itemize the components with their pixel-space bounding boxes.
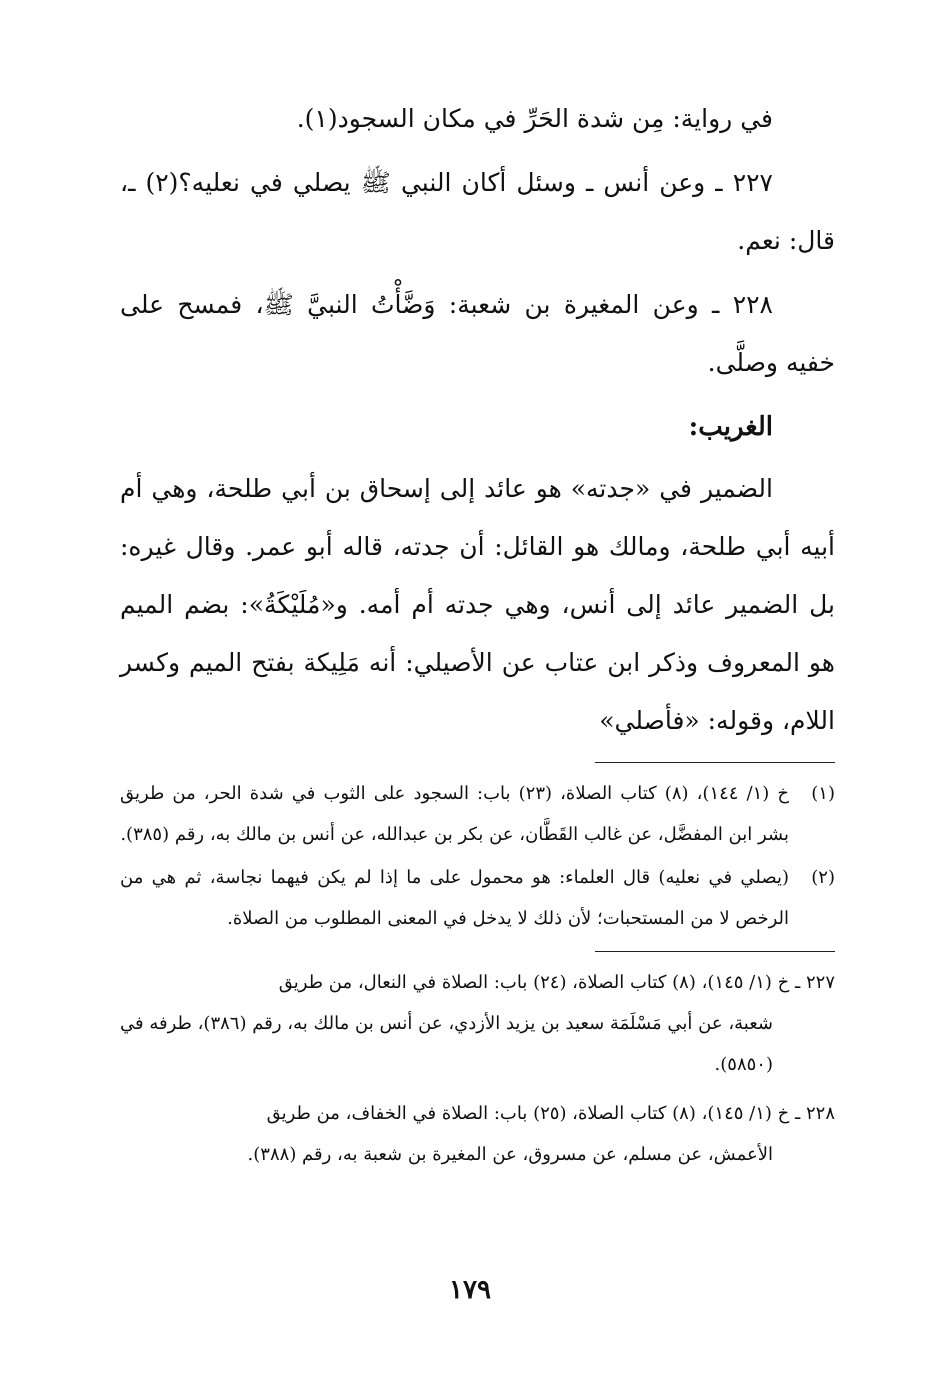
takhrij-continuation: الأعمش، عن مسلم، عن مسروق، عن المغيرة بن شعبة به، رقم (٣٨٨). xyxy=(247,1144,773,1165)
book-page xyxy=(120,90,835,1320)
takhrij-continuation: شعبة، عن أبي مَسْلَمَة سعيد بن يزيد الأزدي، عن أنس بن مالك به، رقم (٣٨٦)، طرفه في (٥٨٥٠). xyxy=(120,1013,773,1075)
footnotes xyxy=(120,773,835,939)
takhrij-first-line: ٢٢٧ ـ خ (١/ ١٤٥)، (٨) كتاب الصلاة، (٢٤) باب: الصلاة في النعال، من طريق xyxy=(278,972,835,993)
main-text xyxy=(120,90,835,750)
footnote-number: (١) xyxy=(811,783,835,804)
riwaya-line: في رواية: مِن شدة الحَرِّ في مكان السجود(١). xyxy=(296,104,773,133)
section-heading-gharib: الغريب: xyxy=(688,412,773,442)
takhrij-notes xyxy=(120,962,835,1175)
footnote-2 xyxy=(120,857,835,939)
footnote-text: خ (١/ ١٤٤)، (٨) كتاب الصلاة، (٢٣) باب: السجود على الثوب في شدة الحر، من طريق بشر ابن المفضَّل، عن غالب القَطَّان، عن بكر بن عبدالله، عن أنس بن مالك به، رقم (٣٨٥). xyxy=(120,783,790,845)
takhrij-separator xyxy=(595,951,835,952)
hadith-227: ٢٢٧ ـ وعن أنس ـ وسئل أكان النبي ﷺ يصلي في نعليه؟(٢) ـ، قال: نعم. xyxy=(120,168,835,255)
footnote-1 xyxy=(120,773,835,855)
gharib-paragraph: الضمير في «جدته» هو عائد إلى إسحاق بن أبي طلحة، وهي أم أبيه أبي طلحة، ومالك هو القائل: أن جدته، قاله أبو عمر. وقال غيره: بل الضمير عائد إلى أنس، وهي جدته أم أمه. و«مُلَيْكَةُ»: بضم الميم هو المعروف وذكر ابن عتاب عن الأصيلي: أنه مَلِيكة بفتح الميم وكسر اللام، وقوله: «فأصلي» xyxy=(120,474,835,735)
takhrij-228 xyxy=(120,1093,835,1175)
footnote-text: (يصلي في نعليه) قال العلماء: هو محمول على ما إذا لم يكن فيهما نجاسة، ثم هي من الرخص لا من المستحبات؛ لأن ذلك لا يدخل في المعنى المطلوب من الصلاة. xyxy=(120,867,789,929)
takhrij-first-line: ٢٢٨ ـ خ (١/ ١٤٥)، (٨) كتاب الصلاة، (٢٥) باب: الصلاة في الخفاف، من طريق xyxy=(266,1103,835,1124)
page-number: ١٧٩ xyxy=(449,1275,491,1305)
footnote-separator xyxy=(595,762,835,763)
takhrij-227 xyxy=(120,962,835,1085)
footnote-number: (٢) xyxy=(811,867,835,888)
hadith-228: ٢٢٨ ـ وعن المغيرة بن شعبة: وَضَّأْتُ النبيَّ ﷺ، فمسح على خفيه وصلَّى. xyxy=(120,290,835,377)
